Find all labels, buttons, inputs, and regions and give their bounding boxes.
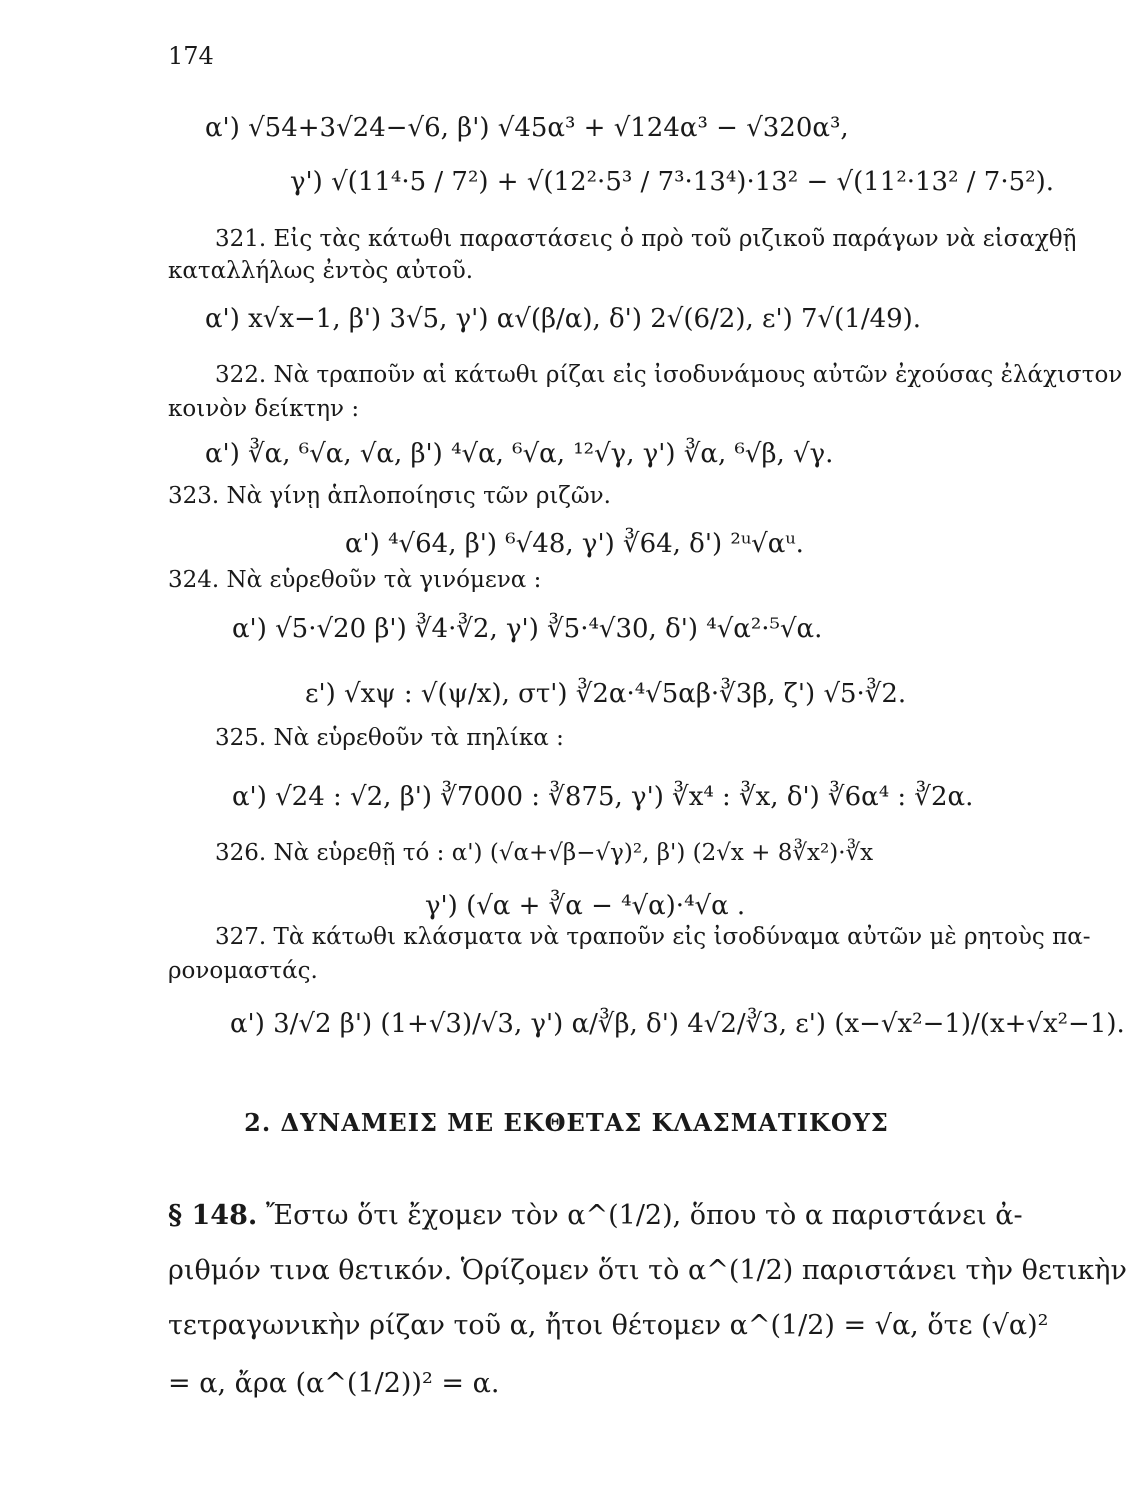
problem-322: 322. Νὰ τραποῦν αἱ κάτωθι ρίζαι εἰς ἰσοδυνάμους αὐτῶν ἐχούσας ἐλάχιστον [215,362,1123,388]
problem-324-items-2: ε') √xψ : √(ψ/x), στ') ∛2α·⁴√5αβ·∛3β, ζ') √5·∛2. [305,679,907,709]
problem-325-items: α') √24 : √2, β') ∛7000 : ∛875, γ') ∛x⁴ : ∛x, δ') ∛6α⁴ : ∛2α. [232,782,974,812]
problem-321-items: α') x√x−1, β') 3√5, γ') α√(β/α), δ') 2√(6/2), ε') 7√(1/49). [205,304,922,334]
problem-322-cont: κοινὸν δείκτην : [168,396,360,422]
paragraph-line-3: τετραγωνικὴν ρίζαν τοῦ α, ἤτοι θέτομεν α^(1/2) = √α, ὅτε (√α)² [168,1310,1049,1341]
paragraph-line-4: = α, ἄρα (α^(1/2))² = α. [168,1368,500,1399]
problem-326: 326. Νὰ εὑρεθῇ τό : α') (√α+√β−√γ)², β') (2√x + 8∛x²)·∛x [215,840,874,866]
problem-321-cont: καταλλήλως ἐντὸς αὐτοῦ. [168,258,474,284]
problem-322-items: α') ∛α, ⁶√α, √α, β') ⁴√α, ⁶√α, ¹²√γ, γ') ∛α, ⁶√β, √γ. [205,439,834,469]
problem-321: 321. Εἰς τὰς κάτωθι παραστάσεις ὁ πρὸ τοῦ ριζικοῦ παράγων νὰ εἰσαχθῇ [215,226,1077,252]
exercise-line-2: γ') √(11⁴·5 / 7²) + √(12²·5³ / 7³·13⁴)·13² − √(11²·13² / 7·5²). [290,167,1054,197]
problem-326-item-2: γ') (√α + ∛α − ⁴√α)·⁴√α . [425,891,746,921]
problem-325: 325. Νὰ εὑρεθοῦν τὰ πηλίκα : [215,725,564,751]
paragraph-line-2: ριθμόν τινα θετικόν. Ὁρίζομεν ὅτι τὸ α^(1/2) παριστάνει τὴν θετικὴν [168,1255,1127,1286]
paragraph-text-1: Ἔστω ὅτι ἔχομεν τὸν α^(1/2), ὅπου τὸ α παριστάνει ἀ- [265,1200,1023,1231]
problem-324: 324. Νὰ εὑρεθοῦν τὰ γινόμενα : [168,567,542,593]
paragraph-line-1 [168,1200,1023,1231]
page-number: 174 [168,42,214,70]
exercise-line-1: α') √54+3√24−√6, β') √45α³ + √124α³ − √320α³, [205,113,849,143]
problem-323-items: α') ⁴√64, β') ⁶√48, γ') ∛64, δ') ²ᵘ√αᵘ. [345,529,804,559]
problem-324-items-1: α') √5·√20 β') ∛4·∛2, γ') ∛5·⁴√30, δ') ⁴√α²·⁵√α. [232,614,823,644]
problem-323: 323. Νὰ γίνῃ ἁπλοποίησις τῶν ριζῶν. [168,483,611,509]
problem-327-cont: ρονομαστάς. [168,958,318,984]
problem-327-items: α') 3/√2 β') (1+√3)/√3, γ') α/∛β, δ') 4√2/∛3, ε') (x−√x²−1)/(x+√x²−1). [230,1009,1125,1039]
section-heading: 2. ΔΥΝΑΜΕΙΣ ΜΕ ΕΚΘΕΤΑΣ ΚΛΑΣΜΑΤΙΚΟΥΣ [244,1108,889,1137]
paragraph-label: § 148. [168,1200,258,1231]
problem-327: 327. Τὰ κάτωθι κλάσματα νὰ τραποῦν εἰς ἰσοδύναμα αὐτῶν μὲ ρητοὺς πα- [215,924,1091,950]
